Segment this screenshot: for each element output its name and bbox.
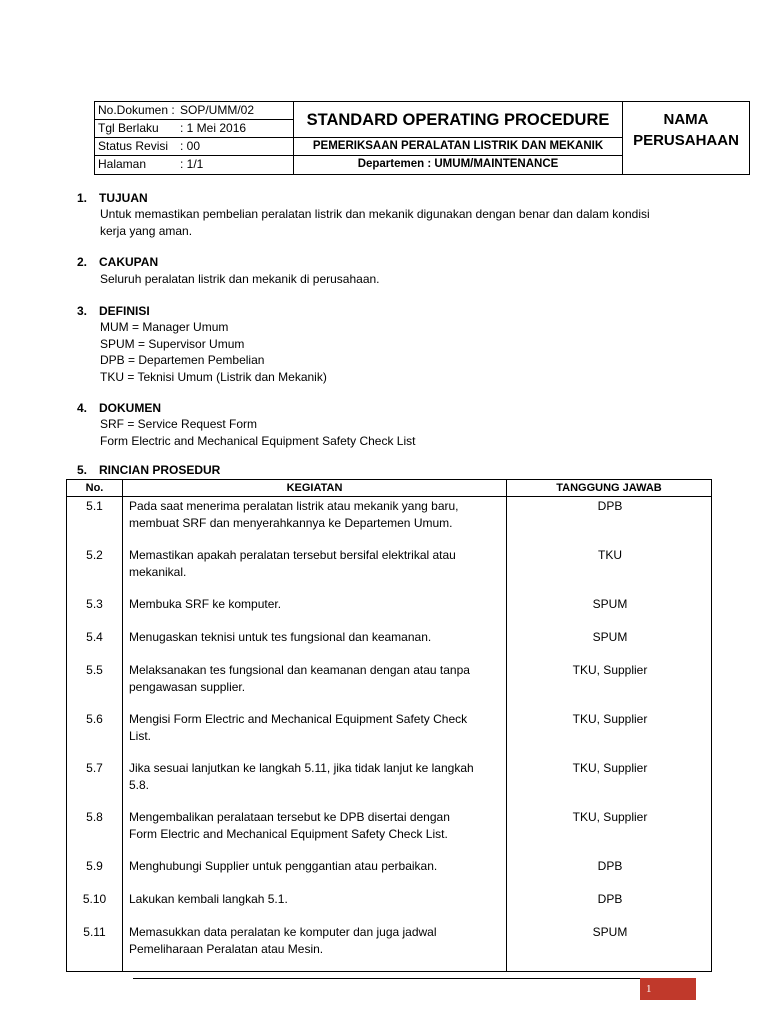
activity-line: Lakukan kembali langkah 5.1. (129, 892, 288, 906)
step-responsible: TKU, Supplier (572, 712, 648, 726)
step-responsible: SPUM (592, 925, 628, 939)
section-title: TUJUAN (99, 191, 148, 205)
column-divider (122, 480, 123, 971)
activity-line: Memasukkan data peralatan ke komputer dan juga jadwal (129, 925, 437, 939)
company-name-line1: NAMA (663, 111, 709, 128)
effective-date-row (95, 120, 293, 138)
column-header-activity: KEGIATAN (286, 482, 343, 494)
step-activity (129, 809, 499, 842)
step-activity (129, 760, 499, 793)
section-dokumen-heading (77, 401, 161, 415)
section-number: 5. (77, 463, 88, 477)
effective-date-label: Tgl Berlaku (98, 121, 159, 135)
step-responsible: TKU (598, 548, 622, 562)
activity-line: Pemeliharaan Peralatan atau Mesin. (129, 941, 324, 956)
step-number: 5.11 (83, 925, 106, 939)
document-title: STANDARD OPERATING PROCEDURE (294, 102, 622, 138)
step-number: 5.8 (86, 810, 103, 824)
section-number: 2. (77, 255, 88, 269)
step-number: 5.7 (86, 761, 103, 775)
step-activity (129, 711, 499, 744)
activity-line: Memastikan apakah peralatan tersebut bersifal elektrikal atau (129, 548, 456, 562)
step-responsible: DPB (597, 892, 623, 906)
doc-number-row (95, 102, 293, 120)
step-activity (129, 629, 499, 646)
step-number: 5.6 (86, 712, 103, 726)
page-number-badge: 1 (640, 978, 696, 1000)
activity-line: pengawasan supplier. (129, 679, 246, 694)
activity-line: List. (129, 728, 152, 743)
section-title: RINCIAN PROSEDUR (99, 463, 221, 477)
activity-line: mekanikal. (129, 564, 187, 579)
step-responsible: TKU, Supplier (572, 663, 648, 677)
section-tujuan-heading (77, 191, 148, 205)
document-subtitle: PEMERIKSAAN PERALATAN LISTRIK DAN MEKANIK (294, 138, 622, 156)
procedure-table (66, 479, 712, 972)
department-label: Departemen : UMUM/MAINTENANCE (357, 158, 559, 170)
section-number: 3. (77, 304, 88, 318)
activity-line: Pada saat menerima peralatan listrik atau mekanik yang baru, (129, 499, 459, 513)
activity-line: Membuka SRF ke komputer. (129, 597, 282, 611)
activity-line: 5.8. (129, 777, 150, 792)
activity-line: membuat SRF dan menyerahkannya ke Departemen Umum. (129, 515, 453, 530)
section-number: 4. (77, 401, 88, 415)
footer-rule (133, 978, 696, 979)
section-dokumen-body (100, 416, 415, 449)
step-activity (129, 662, 499, 695)
activity-line: Jika sesuai lanjutkan ke langkah 5.11, jika tidak lanjut ke langkah (129, 761, 474, 775)
definition-item: DPB = Departemen Pembelian (100, 353, 265, 367)
definition-item: MUM = Manager Umum (100, 320, 229, 334)
step-number: 5.10 (82, 892, 107, 906)
activity-line: Form Electric and Mechanical Equipment Safety Check List. (129, 826, 448, 841)
body-line: Untuk memastikan pembelian peralatan listrik dan mekanik digunakan dengan benar dan dalam kondisi (100, 207, 650, 221)
revision-value: : 00 (180, 139, 201, 153)
section-cakupan-heading (77, 255, 158, 269)
page-value: : 1/1 (180, 157, 204, 171)
effective-date-value: : 1 Mei 2016 (180, 121, 247, 135)
step-number: 5.5 (86, 663, 103, 677)
column-header-no: No. (85, 482, 104, 494)
revision-row (95, 138, 293, 156)
step-responsible: SPUM (592, 630, 628, 644)
step-responsible: SPUM (592, 597, 628, 611)
step-responsible: TKU, Supplier (572, 810, 648, 824)
activity-line: Menugaskan teknisi untuk tes fungsional dan keamanan. (129, 630, 432, 644)
doc-number-label: No.Dokumen : (98, 103, 175, 117)
step-activity (129, 858, 499, 875)
definition-item: SPUM = Supervisor Umum (100, 336, 245, 351)
step-responsible: DPB (597, 859, 623, 873)
section-number: 1. (77, 191, 88, 205)
company-name (623, 102, 749, 174)
header-divider (67, 496, 711, 497)
document-item: SRF = Service Request Form (100, 417, 258, 431)
title-block (294, 102, 623, 174)
step-number: 5.3 (86, 597, 103, 611)
company-name-line2: PERUSAHAAN (633, 132, 739, 149)
body-line: Seluruh peralatan listrik dan mekanik di perusahaan. (100, 272, 380, 286)
step-activity (129, 891, 499, 908)
section-rincian-heading (77, 463, 220, 477)
activity-line: Mengisi Form Electric and Mechanical Equipment Safety Check (129, 712, 468, 726)
step-activity (129, 547, 499, 580)
section-cakupan-body (100, 271, 380, 288)
doc-info-block (95, 102, 294, 174)
sop-header-table (94, 101, 750, 175)
step-number: 5.1 (86, 499, 103, 513)
step-number: 5.4 (86, 630, 103, 644)
step-responsible: TKU, Supplier (572, 761, 648, 775)
activity-line: Menghubungi Supplier untuk penggantian atau perbaikan. (129, 859, 438, 873)
activity-line: Mengembalikan peralataan tersebut ke DPB disertai dengan (129, 810, 450, 824)
section-title: CAKUPAN (99, 255, 159, 269)
page-label: Halaman (98, 157, 147, 171)
activity-line: Melaksanakan tes fungsional dan keamanan dengan atau tanpa (129, 663, 470, 677)
page-row (95, 156, 293, 173)
step-activity (129, 498, 499, 531)
step-number: 5.9 (86, 859, 103, 873)
body-line: kerja yang aman. (100, 223, 193, 238)
document-item: Form Electric and Mechanical Equipment Safety Check List (100, 433, 416, 448)
section-title: DEFINISI (99, 304, 150, 318)
section-title: DOKUMEN (99, 401, 161, 415)
step-number: 5.2 (86, 548, 103, 562)
doc-number-value: SOP/UMM/02 (180, 103, 255, 117)
section-tujuan-body (100, 206, 650, 239)
definition-item: TKU = Teknisi Umum (Listrik dan Mekanik) (100, 369, 327, 384)
step-responsible: DPB (597, 499, 623, 513)
revision-label: Status Revisi (98, 139, 169, 153)
column-header-responsible: TANGGUNG JAWAB (556, 482, 662, 494)
step-activity (129, 596, 499, 613)
section-definisi-body (100, 319, 327, 385)
section-definisi-heading (77, 304, 150, 318)
step-activity (129, 924, 499, 957)
